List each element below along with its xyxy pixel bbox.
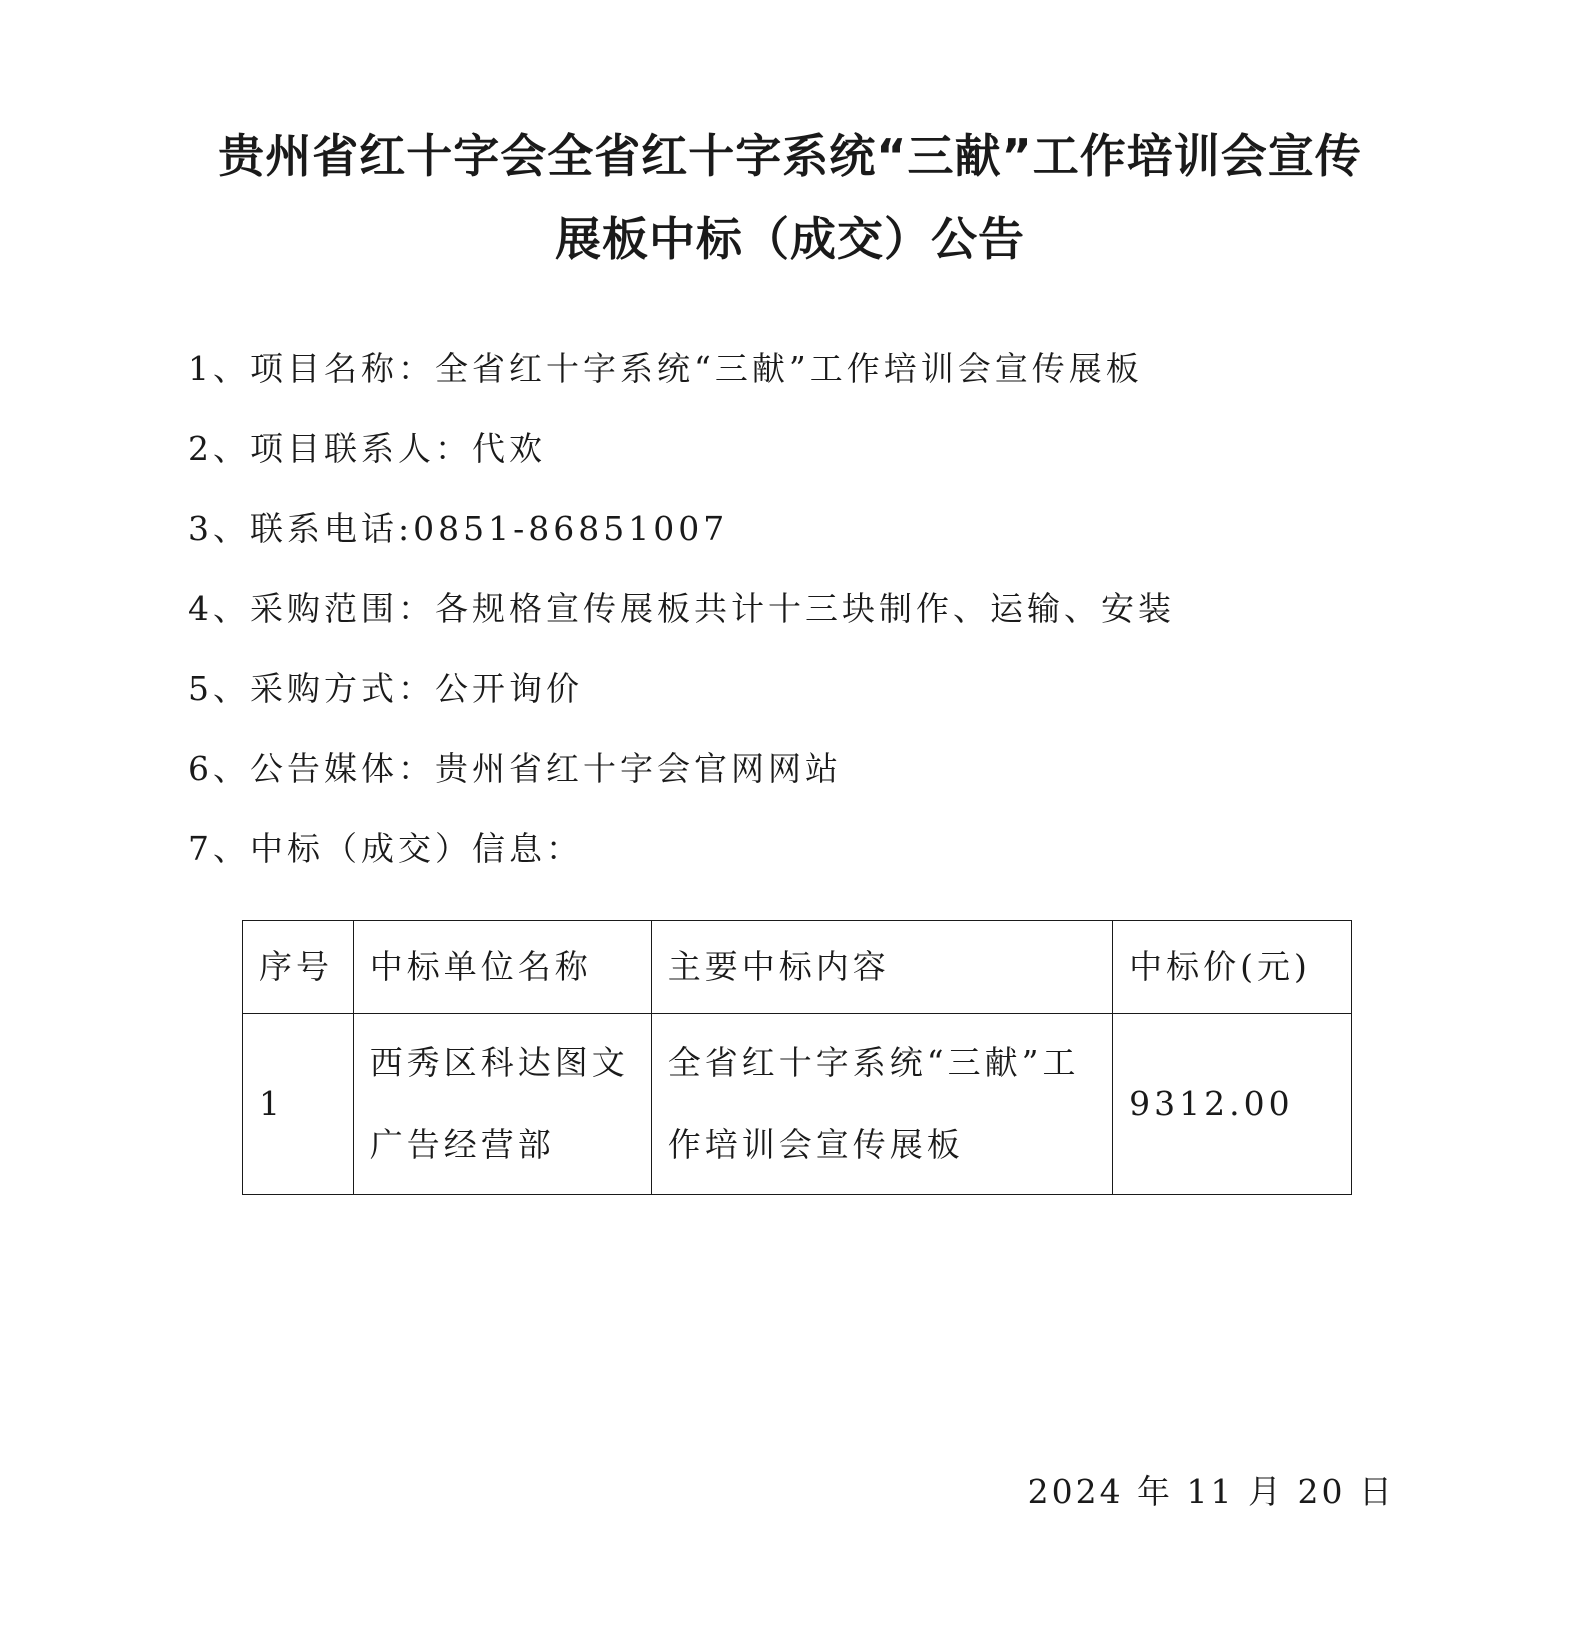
page-title-line-1: 贵州省红十字会全省红十字系统“三献”工作培训会宣传	[218, 129, 1362, 183]
item-project-name: 1、项目名称：全省红十字系统“三献”工作培训会宣传展板	[188, 349, 1143, 388]
header-company: 中标单位名称	[353, 921, 651, 1014]
item-announcement-media: 6、公告媒体：贵州省红十字会官网网站	[188, 749, 842, 788]
item-project-contact: 2、项目联系人：代欢	[188, 429, 546, 468]
cell-index: 1	[243, 1014, 354, 1195]
table-row	[243, 1014, 1352, 1195]
item-procurement-method: 5、采购方式：公开询价	[188, 669, 583, 708]
cell-content: 全省红十字系统“三献”工作培训会宣传展板	[651, 1014, 1112, 1195]
announcement-date: 2024 年 11 月 20 日	[1027, 1472, 1395, 1511]
item-award-info: 7、中标（成交）信息：	[188, 829, 583, 868]
cell-company: 西秀区科达图文广告经营部	[353, 1014, 651, 1195]
header-index: 序号	[243, 921, 354, 1014]
cell-price: 9312.00	[1113, 1014, 1352, 1195]
item-procurement-scope: 4、采购范围：各规格宣传展板共计十三块制作、运输、安装	[188, 589, 1175, 628]
page-title-line-2: 展板中标（成交）公告	[555, 212, 1025, 266]
header-content: 主要中标内容	[651, 921, 1112, 1014]
header-price: 中标价(元)	[1113, 921, 1352, 1014]
item-contact-phone: 3、联系电话:0851-86851007	[188, 509, 729, 548]
award-table	[242, 920, 1352, 1195]
table-header-row	[243, 921, 1352, 1014]
